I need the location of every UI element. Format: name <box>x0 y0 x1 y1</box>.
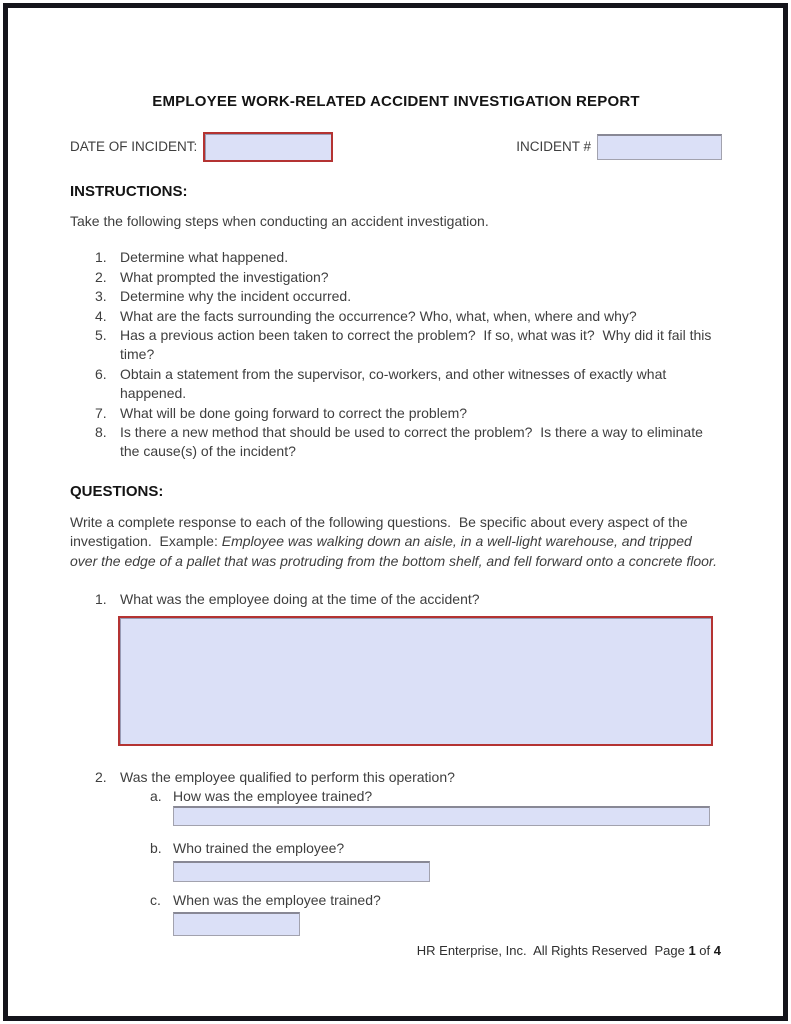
step-text: What prompted the investigation? <box>120 268 329 285</box>
question-text: What was the employee doing at the time of the accident? <box>120 591 480 608</box>
date-of-incident-label: DATE OF INCIDENT: <box>70 139 198 155</box>
questions-intro-example: Employee was walking down an aisle, in a well-light warehouse, and tripped over the edge of a pallet that was protruding from the bottom shelf, and fell forward onto a concrete floor. <box>70 533 717 569</box>
instructions-list <box>70 248 722 461</box>
footer-page-total: 4 <box>713 943 721 958</box>
questions-intro <box>70 513 722 571</box>
page-content <box>16 16 775 1008</box>
step-number: 6. <box>95 365 107 382</box>
question-2a <box>70 787 722 806</box>
instruction-step <box>70 307 722 326</box>
step-text: Has a previous action been taken to correct the problem? If so, what was it? Why did it fail this time? <box>120 327 716 363</box>
instruction-step <box>70 287 722 306</box>
sub-question-letter: a. <box>150 787 162 804</box>
step-number: 3. <box>95 288 107 305</box>
instruction-step <box>70 326 722 365</box>
instructions-intro: Take the following steps when conducting an accident investigation. <box>70 213 489 229</box>
step-text: Is there a new method that should be used to correct the problem? Is there a way to eliminate the cause(s) of the incident? <box>120 424 707 460</box>
question-2b <box>70 839 722 858</box>
footer-page-number: 1 <box>688 943 696 958</box>
question-number: 2. <box>95 768 107 785</box>
incident-number-label: INCIDENT # <box>516 139 591 155</box>
page-title: EMPLOYEE WORK-RELATED ACCIDENT INVESTIGATION REPORT <box>152 93 640 110</box>
step-text: Determine what happened. <box>120 249 289 266</box>
sub-question-letter: b. <box>150 840 162 857</box>
incident-number-group <box>516 134 722 160</box>
step-number: 2. <box>95 268 107 285</box>
step-number: 4. <box>95 307 107 324</box>
question-1 <box>70 590 722 609</box>
step-number: 1. <box>95 249 107 266</box>
incident-number-input[interactable] <box>597 134 722 160</box>
page-frame <box>3 3 788 1021</box>
instruction-step <box>70 248 722 267</box>
instruction-step <box>70 365 722 404</box>
question-2b-answer-input[interactable] <box>173 861 430 882</box>
question-2c <box>70 891 722 910</box>
step-number: 5. <box>95 327 107 344</box>
instruction-step <box>70 423 722 462</box>
instruction-step <box>70 268 722 287</box>
step-text: Obtain a statement from the supervisor, co-workers, and other witnesses of exactly what happened. <box>120 365 671 402</box>
sub-question-text: When was the employee trained? <box>173 891 381 908</box>
sub-question-text: How was the employee trained? <box>173 787 373 804</box>
question-2c-answer-input[interactable] <box>173 912 300 936</box>
footer-text: HR Enterprise, Inc. All Rights Reserved Page <box>416 943 689 958</box>
step-text: What will be done going forward to correct the problem? <box>120 404 468 421</box>
question-text: Was the employee qualified to perform this operation? <box>120 768 455 785</box>
question-2 <box>70 768 722 787</box>
instruction-step <box>70 404 722 423</box>
footer-of: of <box>695 943 714 958</box>
question-number: 1. <box>95 591 107 608</box>
question-1-answer-textarea[interactable] <box>118 616 713 746</box>
date-of-incident-input[interactable] <box>203 132 333 162</box>
instructions-heading: INSTRUCTIONS: <box>70 183 188 200</box>
questions-heading: QUESTIONS: <box>70 482 164 500</box>
sub-question-letter: c. <box>150 891 161 908</box>
header-fields-row <box>70 132 722 162</box>
step-number: 8. <box>95 424 107 441</box>
step-text: What are the facts surrounding the occurrence? Who, what, when, where and why? <box>120 307 637 324</box>
question-2a-answer-input[interactable] <box>173 806 710 826</box>
step-number: 7. <box>95 404 107 421</box>
sub-question-text: Who trained the employee? <box>173 840 345 857</box>
page-footer <box>417 943 721 958</box>
questions-intro-normal: Write a complete response to each of the following questions. Be specific about every aspect of the investigation. Example: <box>70 513 692 550</box>
date-of-incident-group <box>70 132 333 162</box>
step-text: Determine why the incident occurred. <box>120 288 352 305</box>
